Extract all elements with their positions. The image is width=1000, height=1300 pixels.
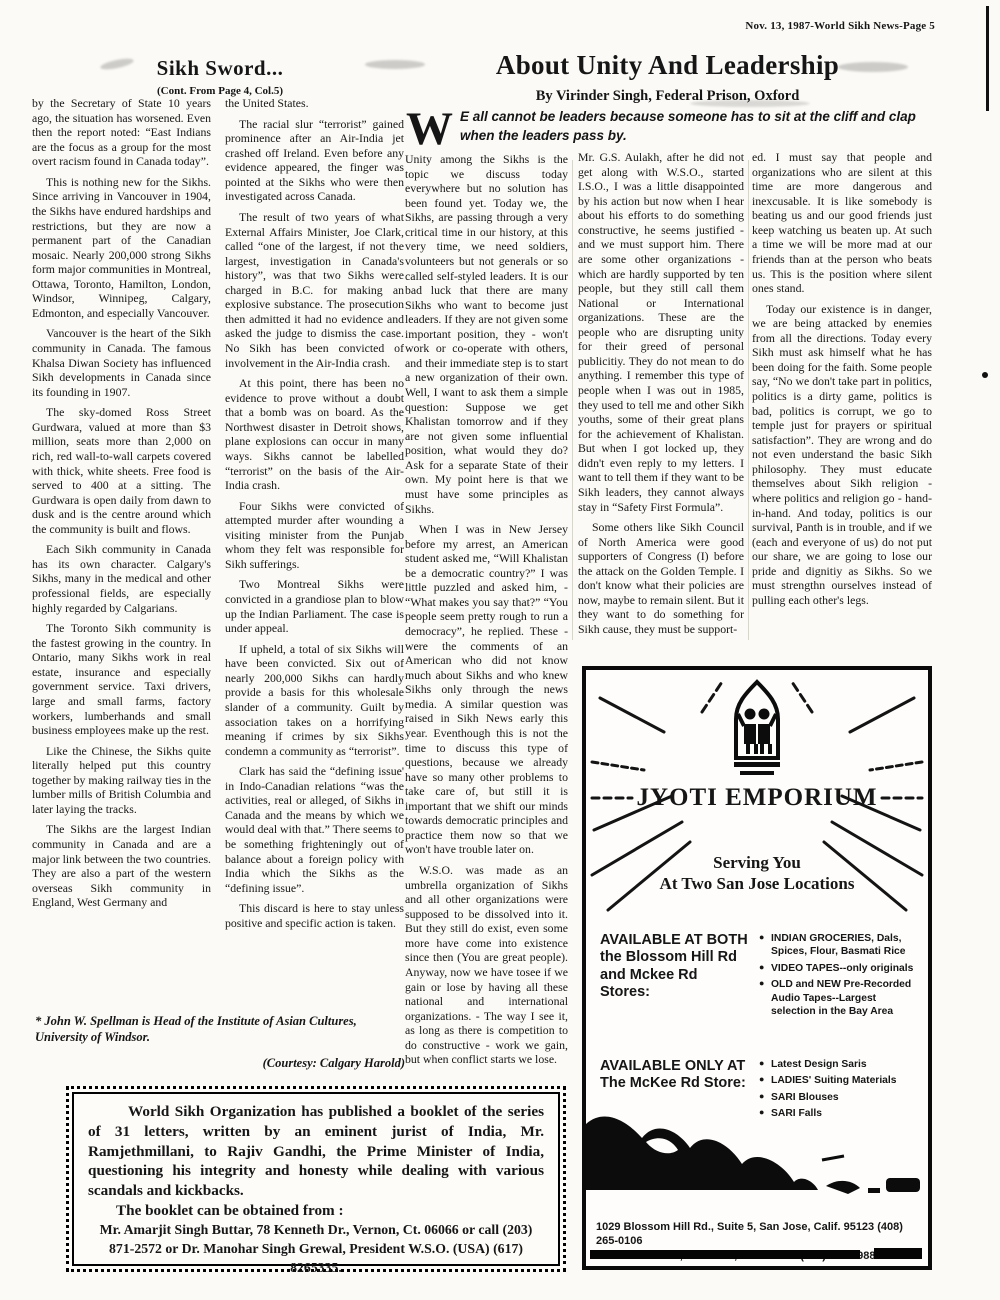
ad-bottom-bar xyxy=(590,1250,860,1259)
mountain-photo xyxy=(586,1090,928,1218)
author-footnote: * John W. Spellman is Head of the Institute of Asian Cultures, University of Windsor. xyxy=(35,1014,357,1044)
unity-column-1 xyxy=(405,152,568,1078)
drop-cap: W xyxy=(406,103,453,155)
paragraph: Mr. G.S. Aulakh, after he did not get along with W.S.O., started I.S.O., I was a little disappointed by his action but now when I hear about his efforts to do something constructive, he seems justified - and we must support him. There are some other organizations - which are hardly supported by ten people, but they still call them National or International organizations. These are the people who are disrupting unity for their greed of personal publicitiy. They do not mean to do anything. I remember this type of people when I was out in 1985, they used to tell me and other Sikh youths, some of their great plans for the achievement of Khalistan. But when I got locked up, they didn't even reply to my letters. I want to tell them if they want to be Sikh leaders, they cannot always stay in “Safety First Formula”. xyxy=(578,150,744,514)
ad-business-name: JYOTI EMPORIUM xyxy=(636,784,878,811)
column-rule xyxy=(748,160,749,640)
paragraph: Unity among the Sikhs is the topic we discuss today everywhere but no solution has been found yet. Today we, the Sikhs, are passing through a very critical time in our history, at this very time, we need soldiers, volunteers but not generals or so called self-styled leaders. It is our bad luck that there are many Sikhs who want to become just leaders. If they are not given some important position, they - won't work or co-operate with others, and their immediate step is to start a new organization of their own. Well, I want to ask them a simple question: Suppose we get Khalistan tomorrow and if they are not given some influential position, what would they do? Ask for a separate State of their own. My point here is that we must have some principles as Sikhs. xyxy=(405,152,568,516)
paragraph: W.S.O. was made as an umbrella organization of Sikhs and all other organizations were supposed to be dissolved into it. But they still do exist, even some more have come into existence since then (You are great people). Anyway, now we have tosee if we gain or lose by having all these national and international organizations. - The way I see it, as long as there is competition to do constructive - work we gain, but when conflict starts we lose. xyxy=(405,863,568,1067)
sword-column-1 xyxy=(32,96,211,1008)
list-item: ● SARI Blouses xyxy=(759,1091,918,1104)
byline: By Virinder Singh, Federal Prison, Oxford xyxy=(535,88,800,104)
heading-line: AVAILABLE ONLY AT xyxy=(600,1058,746,1074)
address-line-1: 1029 Blossom Hill Rd., Suite 5, San Jose, Calif. 95123 (408) 265-0106 xyxy=(596,1221,903,1248)
list-item: ● INDIAN GROCERIES, Dals, Spices, Flour, Basmati Rice xyxy=(759,932,918,959)
available-at-both-block xyxy=(600,932,918,1021)
article-title-unity: About Unity And Leadership xyxy=(495,50,840,80)
tagline-line-2: At Two San Jose Locations xyxy=(659,874,855,894)
paragraph: The Toronto Sikh community is the fastest growing in the country. In Ontario, many Sikhs work in real estate, insurance and especially government service. Taxi drivers, large and small farms, factory workers, lumberhands and small business employees make up the rest. xyxy=(32,621,211,738)
paragraph: Today our existence is in danger, we are being attacked by enemies from all the directions. Today every Sikh must ask himself what he has been doing for the faith. Some people say, “No we don't take part in politics, politics is a dirty game, politics is bad, politics is corrupt, we go to temple just for prayers or spiritual satisfaction”. They are wrong and do not even understand the basic Sikh philosophy. They must educate themselves about Sikh religion - where politics and religion go - hand-in-hand. And today, politics is our survival, Panth is in trouble, and if we (each and everyone of us) do not put our share, we are going to lose our pride and dignitiy as Sikhs. So we must strengthn ourselves instead of pulling each other's legs. xyxy=(752,301,932,607)
paragraph: Like the Chinese, the Sikhs quite literally helped put this country together by making railway ties in the lumber mills of British Columbia and later laying the tracks. xyxy=(32,743,211,816)
unity-column-2 xyxy=(578,150,744,660)
booklet-announcement-box xyxy=(66,1086,566,1275)
paragraph: Two Montreal Sikhs were convicted in a grandiose plan to blow up the Indian Parliament. The case is under appeal. xyxy=(225,577,404,636)
heading-line: AVAILABLE AT BOTH xyxy=(600,932,748,948)
paragraph: The racial slur “terrorist” gained prominence after an Air-India jet crashed off Ireland. Even before any evidence appeared, the finger was pointed at the Sikhs who were then investigated across Canada. xyxy=(225,116,404,204)
paragraph: This discard is here to stay unless positive and specific action is taken. xyxy=(225,901,404,930)
tagline-line-1: Serving You xyxy=(713,853,801,872)
paragraph: Clark has said the “defining issue' in Indo-Canadian relations “was the activities, real or alleged, of Sikhs in Canada and the means by which we would deal with that.” There seems to be something frighteningly out of balance about a foreign policy with India which the Sikhs as the “defining issue”. xyxy=(225,764,404,895)
list-item: ● OLD and NEW Pre-Recorded Audio Tapes--Largest selection in the Bay Area xyxy=(759,978,918,1018)
available-both-items xyxy=(759,932,918,1018)
paragraph: Each Sikh community in Canada has its own character. Calgary's Sikhs, many in the medical and other professional fields, are especially highly regarded by Calgarians. xyxy=(32,542,211,615)
scan-edge-line xyxy=(986,6,989,111)
sword-column-2 xyxy=(225,96,404,1008)
courtesy-credit: (Courtesy: Calgary Harold) xyxy=(262,1056,405,1070)
paragraph: When I was in New Jersey before my arrest, an American student asked me, “Will Khalistan be a democratic country?” I was little puzzled and asked him, - “What makes you say that?” “You people seem pretty rough to run a democracy”, he replied. These - were the comments of an American who did not know much about Sikhs and who knew Sikhs only through the news media. A similar question was raised in Sikh News early this year. Eventhough this is not the time to discuss this type of questions, because we already have so many other problems to take care of, but still it is important that we shift our minds towards democratic principles and practice them now so that we won't have trouble later on. xyxy=(405,522,568,857)
scan-dot xyxy=(982,372,988,378)
heading-line: the Blossom Hill Rd xyxy=(600,949,737,966)
ad-bottom-bar-segment xyxy=(874,1248,922,1259)
available-both-heading xyxy=(600,932,751,1021)
paragraph: If upheld, a total of six Sikhs will have been convicted. Six out of nearly 200,000 Sikhs can hardly provide a basis for this wholesale slander of a community. Guilt by association takes on a horrifying meaning if crimes by six Sikhs condemn a community as “terrorist”. xyxy=(225,641,404,758)
heading-line: The McKee Rd Store: xyxy=(600,1075,746,1092)
paragraph: The sky-domed Ross Street Gurdwara, valued at more than $3 million, seats more than 2,000 on rich, red wall-to-wall carpets covered with thick, white sheets. Free food is served to 400 at a sitting. The Gurdwara is open daily from dawn to dusk and is the centre around which the community is built and flows. xyxy=(32,405,211,536)
list-item: ● LADIES' Suiting Materials xyxy=(759,1074,918,1087)
list-item: ● Latest Design Saris xyxy=(759,1058,918,1071)
column-rule xyxy=(572,160,573,640)
paragraph: The Sikhs are the largest Indian community in Canada and are a major link between the two countries. They are also a part of the western overseas Sikh community in England, West Germany and xyxy=(32,822,211,910)
list-item: ● SARI Falls xyxy=(759,1107,918,1120)
continued-from-note: (Cont. From Page 4, Col.5) xyxy=(157,85,283,97)
paragraph: Vancouver is the heart of the Sikh community in Canada. The famous Khalsa Diwan Society has influenced Sikh developments in Canada since its founding in 1907. xyxy=(32,326,211,399)
paragraph: Four Sikhs were convicted of attempted murder after wounding a visiting minister from the Punjab whom they felt was responsible for Sikh sufferings. xyxy=(225,498,404,571)
booklet-paragraph: World Sikh Organization has published a booklet of the series of 31 letters, written by an eminent jurist of India, Mr. Ramjethmillani, to Rajiv Gandhi, the Prime Minister of India, questioning his integrity and honesty while dealing with various scandals and kickbacks. xyxy=(88,1103,544,1199)
paragraph: ed. I must say that people and organizations who are silent at this time are more dangerous and inexcusable. It is like somebody is beating us and our good friends just keep watching us beaten up. At such a time we will be more mad at our friends than at the person who beats us. This is the position where silent ones stand. xyxy=(752,150,932,296)
paragraph: The result of two years of what External Affairs Minister, Joe Clark, called “one of the largest, if not the largest, investigation in Canada's history”, was that two Sikhs were charged in B.C. for making an explosive substance. The prosecution then admitted it had no evidence and asked the judge to dismiss the case. No Sikh has been convicted of involvement in the Air-India crash. xyxy=(225,209,404,370)
temple-figures-icon xyxy=(722,678,792,782)
pull-quote xyxy=(406,103,936,155)
paragraph: This is nothing new for the Sikhs. Since arriving in Vancouver in 1904, the Sikhs have endured hardships and restrictions, but they are now a permanent part of the Canadian mosaic. Nearly 200,000 strong Sikhs form major communities in Montreal, Ottawa, Toronto, Hamilton, London, Windsor, Winnipeg, Calgary, Edmonton, and especially Vancouver. xyxy=(32,174,211,320)
heading-line: and Mckee Rd Stores: xyxy=(600,966,698,1001)
ad-tagline xyxy=(586,852,928,895)
paragraph: At this point, there has been no evidence to prove without a doubt that a bomb was on board. As the Northwest disaster in Detroit shows, plane explosions can occur in many ways. Sikhs cannot be labelled “terrorist” on the basis of the Air-India crash. xyxy=(225,376,404,493)
pull-quote-text: E all cannot be leaders because someone has to sit at the cliff and clap when the leaders pass by. xyxy=(460,109,916,143)
masthead-dateline: Nov. 13, 1987-World Sikh News-Page 5 xyxy=(745,20,935,32)
booklet-obtain-line: The booklet can be obtained from : xyxy=(116,1201,344,1219)
paragraph: Some others like Sikh Council of North America were good supporters of Congress (I) before the attack on the Golden Temple. I don't know what their policies are now, maybe to remain silent. But it they want to do something for Sikh cause, they must be support- xyxy=(578,520,744,636)
sikh-sword-columns xyxy=(32,96,404,1008)
jyoti-emporium-ad xyxy=(582,666,932,1270)
paragraph: by the Secretary of State 10 years ago, the situation has worsened. Even then the report noted: “East Indians are the focus as a group for the most overt racism found in Canada today”. xyxy=(32,96,211,169)
article-title-sikh-sword: Sikh Sword... xyxy=(156,56,284,80)
list-item: ● VIDEO TAPES--only originals xyxy=(759,962,918,975)
booklet-contact-line: Mr. Amarjit Singh Buttar, 78 Kenneth Dr., Vernon, Ct. 06066 or call (203) 871-2572 or Dr. Manohar Singh Grewal, President W.S.O. (USA) (617) 8265335. xyxy=(99,1222,533,1275)
paragraph: the United States. xyxy=(225,96,309,110)
unity-column-3 xyxy=(752,150,932,662)
